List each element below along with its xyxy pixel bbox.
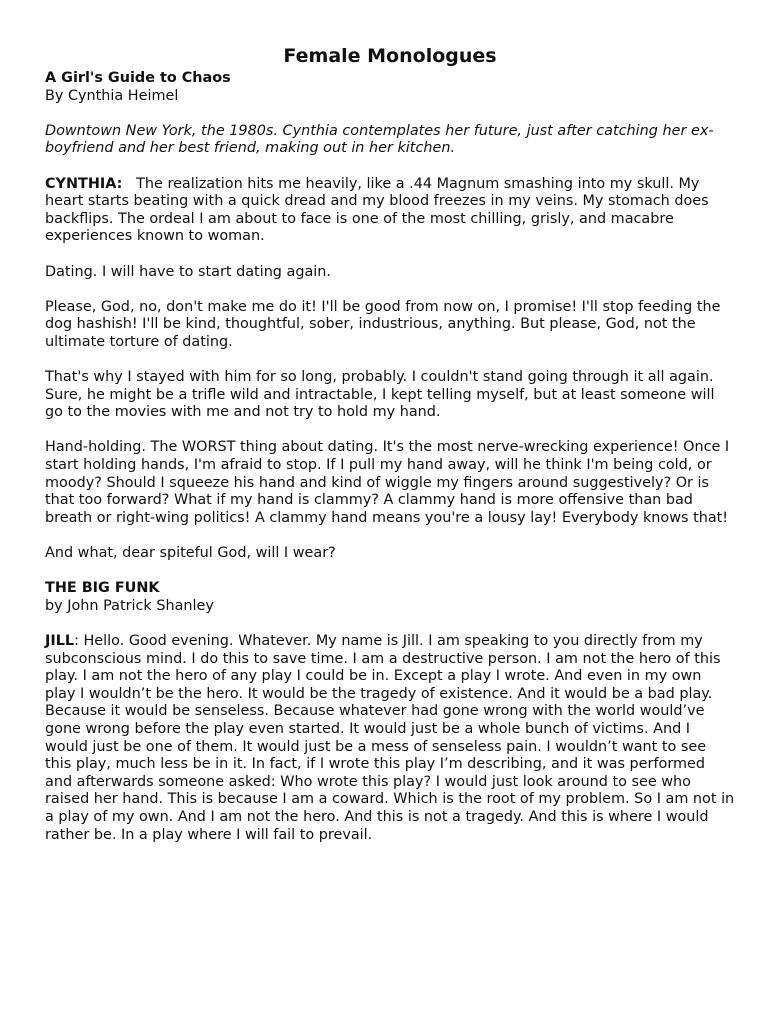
document-page [45,44,735,844]
monologue-big-funk [45,580,735,844]
monologue-paragraph: Hand-holding. The WORST thing about dating. It's the most nerve-wrecking experience! Once I start holding hands, I'm afraid to stop. If I pull my hand away, will he think I'm being cold, or moody? Should I squeeze his hand and kind of wiggle my fingers around suggestively? Or is that too forward? What if my hand is clammy? A clammy hand is more offensive than bad breath or right-wing politics! A clammy hand means you're a lousy lay! Everybody knows that! [45,439,730,526]
monologue-paragraph [45,633,735,844]
monologue-paragraph [45,176,735,246]
monologue-author: By Cynthia Heimel [45,87,179,104]
monologue-title: THE BIG FUNK [45,580,160,597]
monologue-paragraph: Dating. I will have to start dating again. [45,263,331,280]
monologue-title: A Girl's Guide to Chaos [45,70,231,86]
speaker-name: CYNTHIA: [45,175,123,192]
monologue-chaos [45,70,735,563]
page-title: Female Monologues [283,45,497,67]
monologue-paragraph: That's why I stayed with him for so long, probably. I couldn't stand going through it all again. Sure, he might be a trifle wild and intractable, I kept telling myself, but at least someone will go to the movies with me and not try to hold my hand. [45,369,715,421]
monologue-setting: Downtown New York, the 1980s. Cynthia contemplates her future, just after catching her ex-boyfriend and her best friend, making out in her kitchen. [45,122,714,157]
monologue-paragraph: And what, dear spiteful God, will I wear? [45,545,336,562]
paragraph-text: The realization hits me heavily, like a .44 Magnum smashing into my skull. My heart starts beating with a quick dread and my blood freezes in my veins. My stomach does backflips. The ordeal I am about to face is one of the most chilling, grisly, and macabre experiences known to woman. [45,175,709,245]
speaker-name: JILL [45,633,75,649]
monologue-author: by John Patrick Shanley [45,597,214,614]
paragraph-text: : Hello. Good evening. Whatever. My name is Jill. I am speaking to you directly from my subconscious mind. I do this to save time. I am a destructive person. I am not the hero of this play. I am not the hero of any play I could be in. Except a play I wrote. And even in my own play I wouldn’t be the hero. It would be the tragedy of existence. And it would be a bad play. Because it would be senseless. Because whatever had gone wrong with the world would’ve gone wrong before the play even started. It would just be a whole bunch of victims. And I would just be one of them. It would just be a mess of senseless pain. I wouldn’t want to see this play, much less be in it. In fact, if I wrote this play I’m describing, and it was performed and afterwards someone asked: Who wrote this play? I would just look around to see who raised her hand. This is because I am a coward. Which is the root of my problem. So I am not in a play of my own. And I am not the hero. And this is not a tragedy. And this is where I would rather be. In a play where I will fail to prevail. [45,633,735,843]
monologue-paragraph: Please, God, no, don't make me do it! I'll be good from now on, I promise! I'll stop feeding the dog hashish! I'll be kind, thoughtful, sober, industrious, anything. But please, God, not the ultimate torture of dating. [45,298,721,350]
